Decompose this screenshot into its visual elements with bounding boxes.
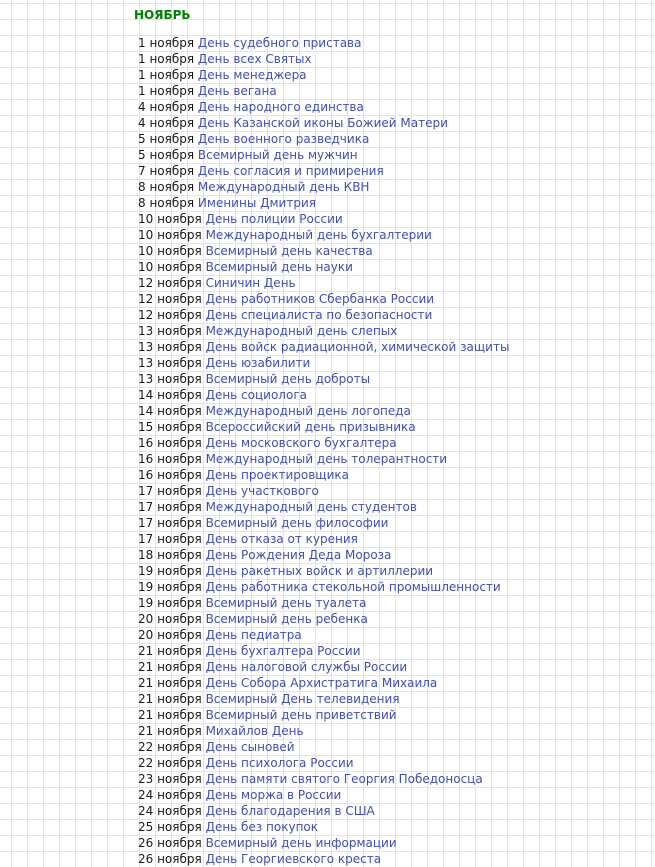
holiday-date: 16 ноября	[138, 436, 202, 450]
list-item	[138, 851, 509, 867]
holiday-link[interactable]: День московского бухгалтера	[205, 436, 397, 450]
holiday-date: 20 ноября	[138, 612, 202, 626]
holiday-link[interactable]: Всемирный день информации	[205, 836, 397, 850]
holiday-date: 10 ноября	[138, 228, 202, 242]
holiday-link[interactable]: Михайлов День	[205, 724, 304, 738]
holiday-date: 22 ноября	[138, 756, 202, 770]
holiday-date: 14 ноября	[138, 388, 202, 402]
list-item	[138, 275, 509, 291]
holiday-link[interactable]: День полиции России	[205, 212, 343, 226]
holiday-link[interactable]: Синичин День	[205, 276, 296, 290]
holiday-date: 12 ноября	[138, 292, 202, 306]
holiday-link[interactable]: День войск радиационной, химической защиты	[205, 340, 510, 354]
list-item	[138, 163, 509, 179]
holiday-date: 17 ноября	[138, 516, 202, 530]
list-item	[138, 579, 509, 595]
holiday-date: 26 ноября	[138, 836, 202, 850]
list-item	[138, 227, 509, 243]
holiday-link[interactable]: День ракетных войск и артиллерии	[205, 564, 434, 578]
list-item	[138, 51, 509, 67]
holiday-link[interactable]: День отказа от курения	[205, 532, 358, 546]
holiday-link[interactable]: День памяти святого Георгия Победоносца	[205, 772, 483, 786]
holiday-link[interactable]: Всемирный день качества	[205, 244, 373, 258]
list-item	[138, 499, 509, 515]
list-item	[138, 467, 509, 483]
holiday-link[interactable]: День проектировщика	[205, 468, 350, 482]
holiday-date: 1 ноября	[138, 84, 195, 98]
holiday-link[interactable]: День педиатра	[205, 628, 302, 642]
holiday-link[interactable]: День судебного пристава	[197, 36, 362, 50]
list-item	[138, 531, 509, 547]
holiday-link[interactable]: Международный день толерантности	[205, 452, 448, 466]
list-item	[138, 115, 509, 131]
holiday-link[interactable]: День согласия и примирения	[197, 164, 384, 178]
list-item	[138, 387, 509, 403]
list-item	[138, 211, 509, 227]
holiday-date: 10 ноября	[138, 212, 202, 226]
list-item	[138, 563, 509, 579]
holiday-link[interactable]: Всемирный день туалета	[205, 596, 367, 610]
holiday-link[interactable]: Всероссийский день призывника	[205, 420, 416, 434]
holiday-date: 20 ноября	[138, 628, 202, 642]
list-item	[138, 755, 509, 771]
list-item	[138, 451, 509, 467]
list-item	[138, 595, 509, 611]
holiday-link[interactable]: Международный день логопеда	[205, 404, 411, 418]
list-item	[138, 835, 509, 851]
holiday-date: 21 ноября	[138, 724, 202, 738]
holiday-link[interactable]: Международный день студентов	[205, 500, 417, 514]
holiday-link[interactable]: День участкового	[205, 484, 319, 498]
holiday-link[interactable]: День Собора Архистратига Михаила	[205, 676, 438, 690]
holiday-link[interactable]: Всемирный день ребенка	[205, 612, 368, 626]
list-item	[138, 323, 509, 339]
list-item	[138, 195, 509, 211]
list-item	[138, 339, 509, 355]
holiday-link[interactable]: Всемирный день философии	[205, 516, 389, 530]
list-item	[138, 547, 509, 563]
month-title: НОЯБРЬ	[134, 8, 191, 22]
holiday-link[interactable]: День Казанской иконы Божией Матери	[197, 116, 448, 130]
holiday-link[interactable]: День сыновей	[205, 740, 295, 754]
holiday-date: 19 ноября	[138, 580, 202, 594]
holiday-link[interactable]: Именины Дмитрия	[197, 196, 316, 210]
holiday-date: 8 ноября	[138, 196, 195, 210]
holiday-date: 17 ноября	[138, 484, 202, 498]
holiday-date: 10 ноября	[138, 260, 202, 274]
holiday-link[interactable]: Всемирный День телевидения	[205, 692, 400, 706]
holiday-link[interactable]: День юзабилити	[205, 356, 311, 370]
holiday-link[interactable]: День без покупок	[205, 820, 319, 834]
holiday-date: 16 ноября	[138, 468, 202, 482]
list-item	[138, 723, 509, 739]
holiday-date: 1 ноября	[138, 52, 195, 66]
holiday-link[interactable]: День менеджера	[197, 68, 307, 82]
list-item	[138, 435, 509, 451]
holiday-date: 25 ноября	[138, 820, 202, 834]
holiday-link[interactable]: День моржа в России	[205, 788, 342, 802]
holiday-date: 17 ноября	[138, 500, 202, 514]
holiday-date: 18 ноября	[138, 548, 202, 562]
holiday-link[interactable]: День народного единства	[197, 100, 364, 114]
list-item	[138, 675, 509, 691]
list-item	[138, 643, 509, 659]
holiday-link[interactable]: День бухгалтера России	[205, 644, 361, 658]
holiday-link[interactable]: Всемирный день мужчин	[197, 148, 358, 162]
holiday-date: 5 ноября	[138, 132, 195, 146]
list-item	[138, 803, 509, 819]
holiday-date: 5 ноября	[138, 148, 195, 162]
holiday-link[interactable]: Всемирный день доброты	[205, 372, 371, 386]
list-item	[138, 371, 509, 387]
list-item	[138, 147, 509, 163]
list-item	[138, 307, 509, 323]
holiday-date: 14 ноября	[138, 404, 202, 418]
holiday-date: 21 ноября	[138, 676, 202, 690]
holiday-date: 19 ноября	[138, 564, 202, 578]
holiday-link[interactable]: День всех Святых	[197, 52, 312, 66]
list-item	[138, 515, 509, 531]
list-item	[138, 243, 509, 259]
holiday-date: 23 ноября	[138, 772, 202, 786]
holiday-date: 26 ноября	[138, 852, 202, 866]
holiday-link[interactable]: День Рождения Деда Мороза	[205, 548, 392, 562]
holiday-date: 13 ноября	[138, 340, 202, 354]
holiday-date: 21 ноября	[138, 692, 202, 706]
list-item	[138, 819, 509, 835]
list-item	[138, 787, 509, 803]
holiday-date: 4 ноября	[138, 116, 195, 130]
holiday-link[interactable]: День военного разведчика	[197, 132, 370, 146]
list-item	[138, 419, 509, 435]
list-item	[138, 67, 509, 83]
holiday-link[interactable]: Всемирный день науки	[205, 260, 353, 274]
list-item	[138, 259, 509, 275]
holiday-link[interactable]: Международный день КВН	[197, 180, 370, 194]
holiday-link[interactable]: День налоговой службы России	[205, 660, 408, 674]
list-item	[138, 691, 509, 707]
holiday-link[interactable]: День Георгиевского креста	[205, 852, 382, 866]
holiday-date: 1 ноября	[138, 68, 195, 82]
holiday-link[interactable]: Международный день слепых	[205, 324, 398, 338]
list-item	[138, 403, 509, 419]
holiday-link[interactable]: День работников Сбербанка России	[205, 292, 435, 306]
list-item	[138, 83, 509, 99]
holiday-link[interactable]: День вегана	[197, 84, 277, 98]
list-item	[138, 291, 509, 307]
holiday-link[interactable]: Всемирный день приветствий	[205, 708, 397, 722]
holiday-link[interactable]: День работника стекольной промышленности	[205, 580, 501, 594]
holiday-date: 10 ноября	[138, 244, 202, 258]
holiday-date: 12 ноября	[138, 308, 202, 322]
list-item	[138, 627, 509, 643]
list-item	[138, 771, 509, 787]
holiday-date: 16 ноября	[138, 452, 202, 466]
list-item	[138, 355, 509, 371]
holiday-link[interactable]: Международный день бухгалтерии	[205, 228, 432, 242]
holiday-date: 19 ноября	[138, 596, 202, 610]
holiday-date: 21 ноября	[138, 660, 202, 674]
holiday-list	[138, 35, 509, 867]
holiday-date: 24 ноября	[138, 788, 202, 802]
list-item	[138, 659, 509, 675]
list-item	[138, 179, 509, 195]
holiday-date: 12 ноября	[138, 276, 202, 290]
list-item	[138, 483, 509, 499]
holiday-date: 13 ноября	[138, 372, 202, 386]
holiday-date: 21 ноября	[138, 644, 202, 658]
holiday-link[interactable]: День благодарения в США	[205, 804, 375, 818]
holiday-link[interactable]: День специалиста по безопасности	[205, 308, 433, 322]
holiday-date: 8 ноября	[138, 180, 195, 194]
holiday-date: 17 ноября	[138, 532, 202, 546]
list-item	[138, 35, 509, 51]
holiday-date: 21 ноября	[138, 708, 202, 722]
holiday-date: 13 ноября	[138, 356, 202, 370]
list-item	[138, 739, 509, 755]
holiday-date: 15 ноября	[138, 420, 202, 434]
holiday-date: 1 ноября	[138, 36, 195, 50]
holiday-link[interactable]: День психолога России	[205, 756, 354, 770]
holiday-link[interactable]: День социолога	[205, 388, 307, 402]
list-item	[138, 707, 509, 723]
holiday-date: 7 ноября	[138, 164, 195, 178]
holiday-date: 4 ноября	[138, 100, 195, 114]
list-item	[138, 131, 509, 147]
list-item	[138, 611, 509, 627]
list-item	[138, 99, 509, 115]
holiday-date: 22 ноября	[138, 740, 202, 754]
holiday-date: 13 ноября	[138, 324, 202, 338]
holiday-date: 24 ноября	[138, 804, 202, 818]
